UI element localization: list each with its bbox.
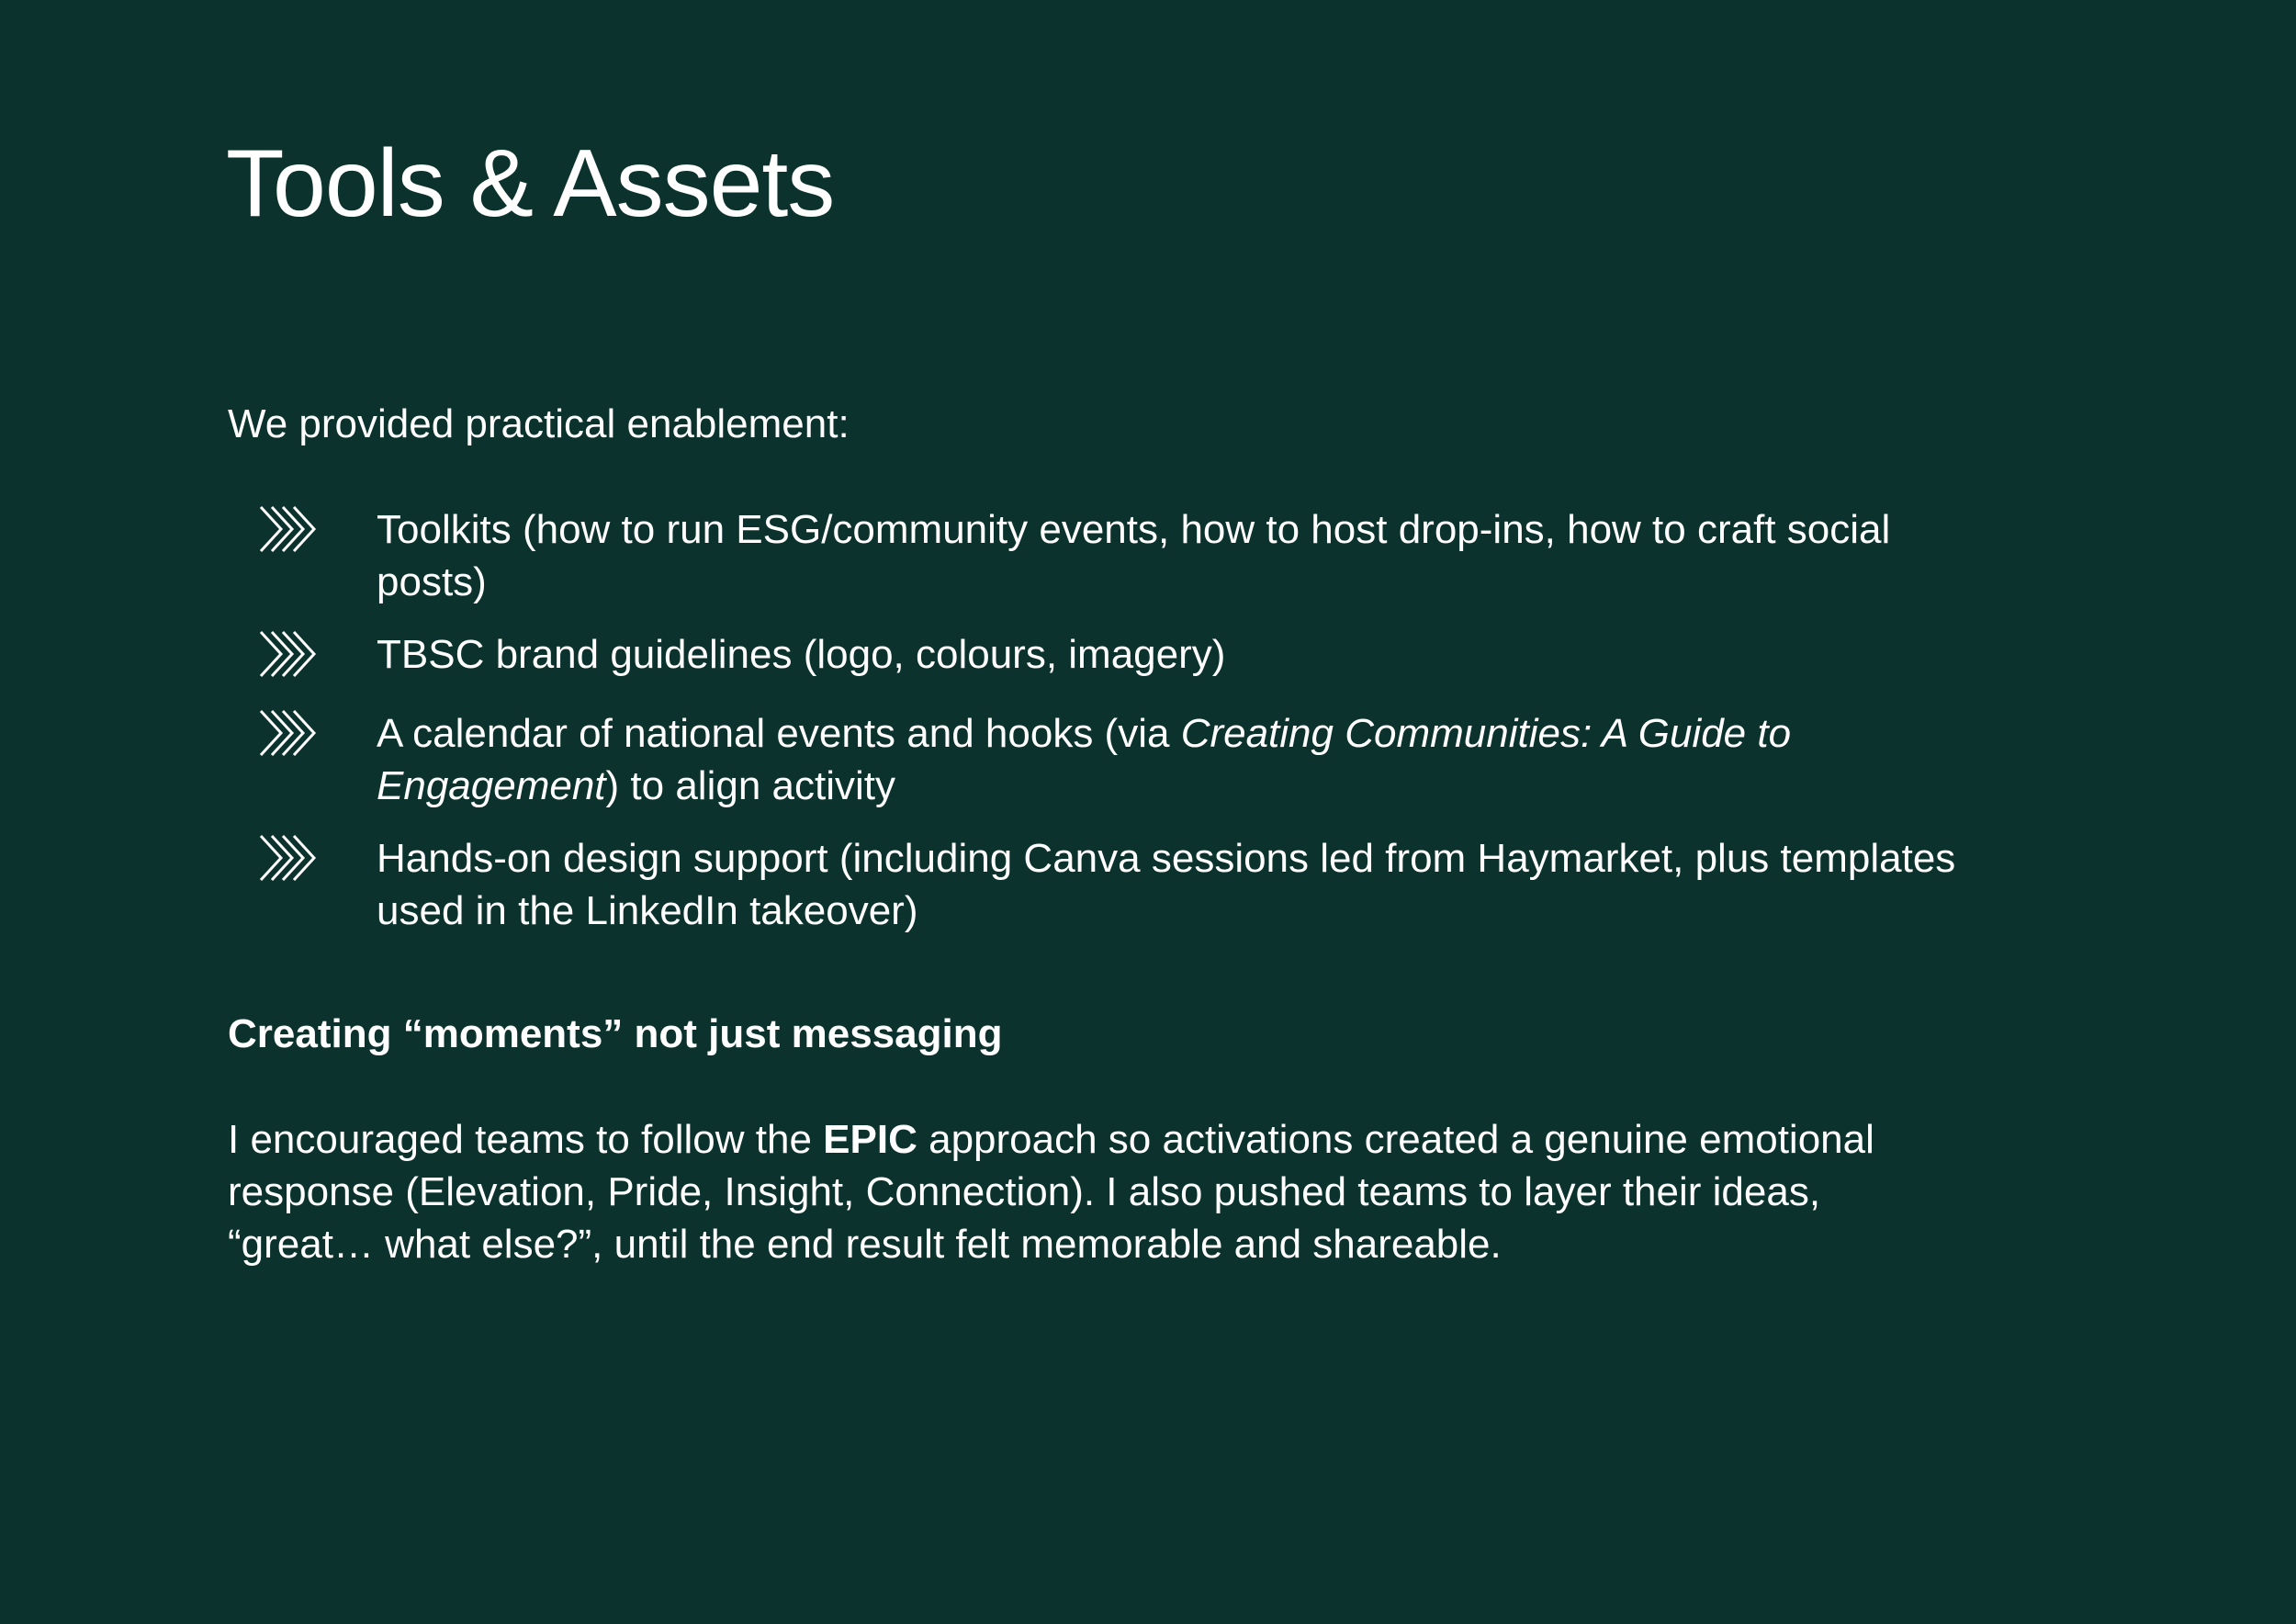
body-paragraph: I encouraged teams to follow the EPIC approach so activations created a genuine emotional response (Elevation, Pride, Insight, Connection). I also pushed teams to layer their ideas, “great… what else?”, until the end result felt memorable and shareable. bbox=[228, 1117, 1874, 1267]
double-chevron-right-icon bbox=[257, 628, 331, 687]
epic-emphasis: EPIC bbox=[823, 1117, 917, 1162]
list-item bbox=[257, 628, 2002, 687]
double-chevron-right-icon bbox=[257, 832, 331, 891]
page-title: Tools & Assets bbox=[226, 130, 835, 237]
bullet-text: Toolkits (how to run ESG/community events, how to host drop-ins, how to craft social posts) bbox=[377, 507, 1891, 604]
bullet-text: TBSC brand guidelines (logo, colours, imagery) bbox=[377, 632, 1226, 677]
list-item bbox=[257, 707, 2002, 812]
list-item bbox=[257, 503, 2002, 608]
bullet-text: Hands-on design support (including Canva sessions led from Haymarket, plus templates used in the LinkedIn takeover) bbox=[377, 836, 1956, 933]
double-chevron-right-icon bbox=[257, 503, 331, 562]
bullet-text: A calendar of national events and hooks (via Creating Communities: A Guide to Engagement) to align activity bbox=[377, 711, 1792, 808]
list-item bbox=[257, 832, 2002, 937]
intro-text: We provided practical enablement: bbox=[228, 401, 850, 446]
bullet-list bbox=[257, 503, 2002, 957]
section-heading: Creating “moments” not just messaging bbox=[228, 1011, 1003, 1056]
double-chevron-right-icon bbox=[257, 707, 331, 766]
